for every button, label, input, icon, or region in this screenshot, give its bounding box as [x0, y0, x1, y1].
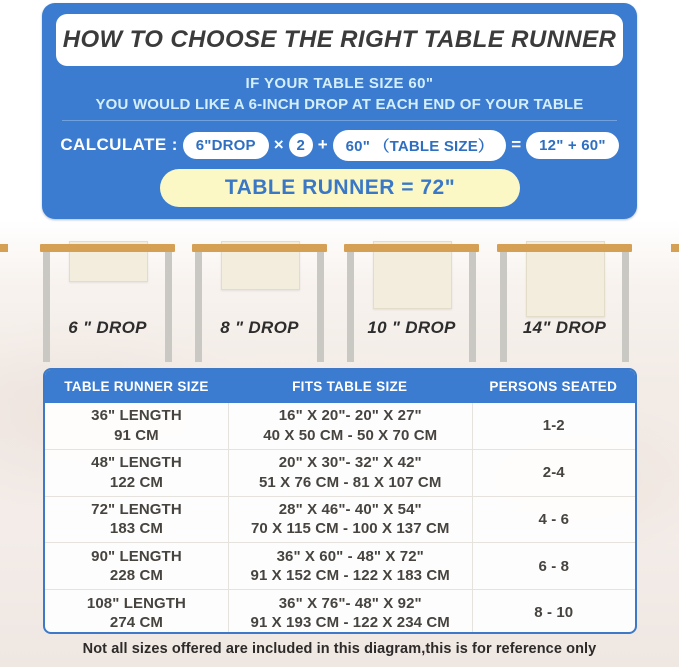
tabletop-graphic: [344, 244, 479, 252]
size-inches: 48" LENGTH: [91, 454, 182, 472]
fits-inches: 16" X 20"- 20" X 27": [278, 407, 422, 425]
times-sign: ×: [273, 135, 284, 154]
table-leg-graphic: [469, 252, 476, 362]
runner-size-cell: [45, 450, 228, 496]
fits-cm: 91 X 193 CM - 122 X 234 CM: [250, 614, 450, 632]
fits-size-cell: [228, 543, 472, 589]
table-leg-graphic: [195, 252, 202, 362]
size-cm: 228 CM: [109, 567, 163, 585]
result-pill: TABLE RUNNER = 72": [160, 169, 520, 207]
title-box: [56, 14, 623, 66]
fits-cm: 51 X 76 CM - 81 X 107 CM: [258, 473, 442, 491]
calculate-label: CALCULATE :: [60, 135, 178, 154]
size-inches: 108" LENGTH: [86, 594, 186, 612]
tabletop-graphic: [497, 244, 632, 252]
tabletop-graphic: [40, 244, 175, 252]
instruction-panel: [42, 3, 637, 219]
sum-pill: 12" + 60": [526, 132, 619, 159]
fits-size-cell: [228, 403, 472, 449]
persons-cell: 4 - 6: [472, 497, 635, 543]
table-row: [45, 496, 635, 543]
table-runner-graphic: [526, 241, 605, 317]
table-leg-graphic: [165, 252, 172, 362]
size-cm: 183 CM: [109, 520, 163, 538]
table-leg-graphic: [500, 252, 507, 362]
calculation-formula: [42, 129, 637, 161]
table-leg-graphic: [43, 252, 50, 362]
persons-cell: 8 - 10: [472, 590, 635, 634]
size-inches: 90" LENGTH: [91, 547, 182, 565]
fits-inches: 36" X 76"- 48" X 92": [278, 594, 422, 612]
table-body: [45, 403, 635, 634]
column-header-runner-size: TABLE RUNNER SIZE: [64, 379, 209, 394]
page-title: HOW TO CHOOSE THE RIGHT TABLE RUNNER: [62, 26, 617, 53]
drop-illustrations: [0, 238, 679, 368]
panel-divider: [62, 120, 617, 121]
size-inches: 72" LENGTH: [91, 500, 182, 518]
fits-size-cell: [228, 497, 472, 543]
table-figure-8-drop: [192, 238, 327, 368]
equals-sign: =: [511, 135, 522, 154]
drop-pill: 6"DROP: [183, 132, 269, 159]
table-leg-graphic: [622, 252, 629, 362]
fits-cm: 40 X 50 CM - 50 X 70 CM: [263, 426, 438, 444]
table-figure-14-drop: [497, 238, 632, 368]
column-header-persons: PERSONS SEATED: [489, 379, 618, 394]
tabletop-graphic: [192, 244, 327, 252]
table-figure-10-drop: [344, 238, 479, 368]
column-header-fits-table: FITS TABLE SIZE: [292, 379, 408, 394]
fits-size-cell: [228, 590, 472, 634]
subtitle-line2: YOU WOULD LIKE A 6-INCH DROP AT EACH END OF YOUR TABLE: [95, 96, 584, 113]
size-cm: 91 CM: [114, 426, 159, 444]
table-leg-graphic: [347, 252, 354, 362]
runner-size-cell: [45, 543, 228, 589]
table-leg-graphic: [317, 252, 324, 362]
plus-sign: +: [317, 135, 328, 154]
table-row: [45, 449, 635, 496]
table-row: [45, 403, 635, 449]
runner-size-cell: [45, 590, 228, 634]
fits-inches: 28" X 46"- 40" X 54": [278, 500, 422, 518]
size-inches: 36" LENGTH: [91, 407, 182, 425]
table-header-row: [45, 370, 635, 403]
persons-cell: 6 - 8: [472, 543, 635, 589]
runner-size-cell: [45, 497, 228, 543]
size-reference-table: [43, 368, 637, 634]
fits-inches: 20" X 30"- 32" X 42": [278, 454, 422, 472]
runner-size-cell: [45, 403, 228, 449]
fits-size-cell: [228, 450, 472, 496]
table-size-pill: 60" （TABLE SIZE）: [333, 130, 507, 161]
table-row: [45, 542, 635, 589]
drop-label: 10 " DROP: [367, 318, 456, 337]
fits-cm: 91 X 152 CM - 122 X 183 CM: [250, 567, 450, 585]
fits-inches: 36" X 60" - 48" X 72": [276, 547, 424, 565]
subtitle-line1: IF YOUR TABLE SIZE 60": [245, 75, 434, 92]
persons-cell: 1-2: [472, 403, 635, 449]
multiplier-badge: 2: [289, 133, 313, 157]
fits-cm: 70 X 115 CM - 100 X 137 CM: [250, 520, 450, 538]
drop-label: 14" DROP: [522, 318, 607, 337]
table-row: [45, 589, 635, 634]
size-cm: 122 CM: [109, 473, 163, 491]
size-cm: 274 CM: [109, 614, 163, 632]
disclaimer-note: Not all sizes offered are included in this diagram,this is for reference only: [82, 641, 597, 657]
persons-cell: 2-4: [472, 450, 635, 496]
table-figure-6-drop: [40, 238, 175, 368]
drop-label: 8 " DROP: [220, 318, 299, 337]
drop-label: 6 " DROP: [68, 318, 147, 337]
